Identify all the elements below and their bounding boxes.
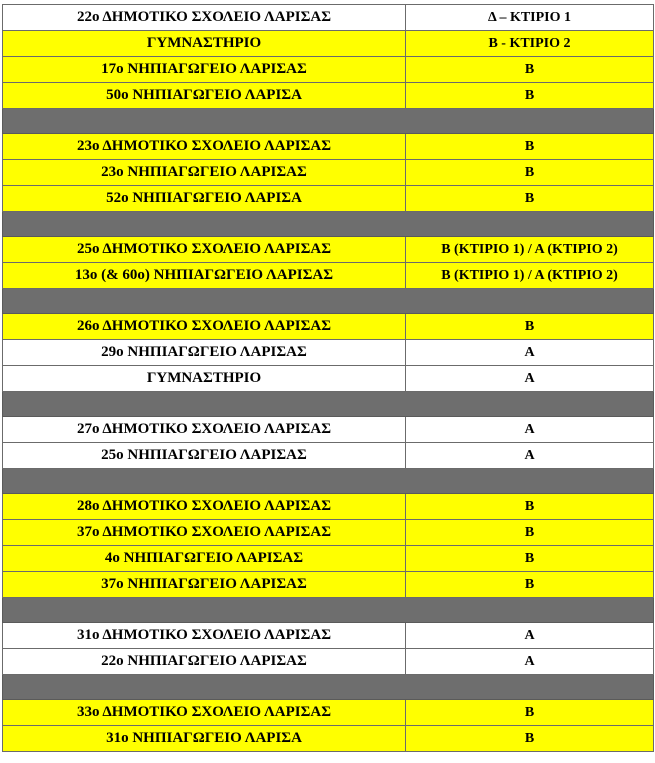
school-name-cell: 22ο ΝΗΠΙΑΓΩΓΕΙΟ ΛΑΡΙΣΑΣ — [3, 649, 406, 675]
school-name-cell: 27ο ΔΗΜΟΤΙΚΟ ΣΧΟΛΕΙΟ ΛΑΡΙΣΑΣ — [3, 417, 406, 443]
table-row — [3, 366, 654, 392]
class-cell: Α — [406, 340, 654, 366]
table-row — [3, 520, 654, 546]
table-row — [3, 5, 654, 31]
table-row — [3, 186, 654, 212]
table-row — [3, 700, 654, 726]
table-row — [3, 134, 654, 160]
table-row — [3, 31, 654, 57]
table-row — [3, 546, 654, 572]
class-cell: Β — [406, 520, 654, 546]
school-name-cell: 31ο ΔΗΜΟΤΙΚΟ ΣΧΟΛΕΙΟ ΛΑΡΙΣΑΣ — [3, 623, 406, 649]
table-row — [3, 340, 654, 366]
class-cell: Β — [406, 700, 654, 726]
table-row — [3, 160, 654, 186]
separator-row — [3, 469, 654, 494]
class-cell: Β — [406, 572, 654, 598]
separator-row — [3, 392, 654, 417]
school-name-cell: ΓΥΜΝΑΣΤΗΡΙΟ — [3, 31, 406, 57]
table-row — [3, 263, 654, 289]
school-name-cell: 50ο ΝΗΠΙΑΓΩΓΕΙΟ ΛΑΡΙΣΑ — [3, 83, 406, 109]
table-row — [3, 57, 654, 83]
separator-row — [3, 598, 654, 623]
class-cell: Α — [406, 443, 654, 469]
table-row — [3, 443, 654, 469]
class-cell: Β — [406, 726, 654, 752]
school-name-cell: 52ο ΝΗΠΙΑΓΩΓΕΙΟ ΛΑΡΙΣΑ — [3, 186, 406, 212]
class-cell: Β - ΚΤΙΡΙΟ 2 — [406, 31, 654, 57]
class-cell: Α — [406, 366, 654, 392]
school-name-cell: 31ο ΝΗΠΙΑΓΩΓΕΙΟ ΛΑΡΙΣΑ — [3, 726, 406, 752]
school-name-cell: 33ο ΔΗΜΟΤΙΚΟ ΣΧΟΛΕΙΟ ΛΑΡΙΣΑΣ — [3, 700, 406, 726]
table-row — [3, 494, 654, 520]
separator-bar — [3, 598, 654, 623]
table-row — [3, 623, 654, 649]
school-name-cell: 17ο ΝΗΠΙΑΓΩΓΕΙΟ ΛΑΡΙΣΑΣ — [3, 57, 406, 83]
class-cell: Α — [406, 417, 654, 443]
school-name-cell: 23ο ΔΗΜΟΤΙΚΟ ΣΧΟΛΕΙΟ ΛΑΡΙΣΑΣ — [3, 134, 406, 160]
table-row — [3, 83, 654, 109]
class-cell: Β — [406, 160, 654, 186]
class-cell: Α — [406, 649, 654, 675]
class-cell: Β — [406, 314, 654, 340]
class-cell: Β — [406, 134, 654, 160]
school-name-cell: 26ο ΔΗΜΟΤΙΚΟ ΣΧΟΛΕΙΟ ΛΑΡΙΣΑΣ — [3, 314, 406, 340]
table-row — [3, 649, 654, 675]
school-name-cell: 23ο ΝΗΠΙΑΓΩΓΕΙΟ ΛΑΡΙΣΑΣ — [3, 160, 406, 186]
table-body — [3, 5, 654, 752]
school-name-cell: 25ο ΝΗΠΙΑΓΩΓΕΙΟ ΛΑΡΙΣΑΣ — [3, 443, 406, 469]
separator-bar — [3, 212, 654, 237]
table-row — [3, 572, 654, 598]
separator-row — [3, 212, 654, 237]
class-cell: Β (ΚΤΙΡΙΟ 1) / Α (ΚΤΙΡΙΟ 2) — [406, 237, 654, 263]
school-name-cell: 28ο ΔΗΜΟΤΙΚΟ ΣΧΟΛΕΙΟ ΛΑΡΙΣΑΣ — [3, 494, 406, 520]
table-row — [3, 237, 654, 263]
separator-bar — [3, 392, 654, 417]
separator-bar — [3, 469, 654, 494]
table-row — [3, 726, 654, 752]
school-name-cell: 37ο ΔΗΜΟΤΙΚΟ ΣΧΟΛΕΙΟ ΛΑΡΙΣΑΣ — [3, 520, 406, 546]
school-name-cell: 13ο (& 60ο) ΝΗΠΙΑΓΩΓΕΙΟ ΛΑΡΙΣΑΣ — [3, 263, 406, 289]
table-row — [3, 417, 654, 443]
class-cell: Β (ΚΤΙΡΙΟ 1) / Α (ΚΤΙΡΙΟ 2) — [406, 263, 654, 289]
class-cell: Β — [406, 494, 654, 520]
school-name-cell: ΓΥΜΝΑΣΤΗΡΙΟ — [3, 366, 406, 392]
class-cell: Α — [406, 623, 654, 649]
school-name-cell: 22ο ΔΗΜΟΤΙΚΟ ΣΧΟΛΕΙΟ ΛΑΡΙΣΑΣ — [3, 5, 406, 31]
class-cell: Β — [406, 546, 654, 572]
separator-bar — [3, 289, 654, 314]
school-name-cell: 37ο ΝΗΠΙΑΓΩΓΕΙΟ ΛΑΡΙΣΑΣ — [3, 572, 406, 598]
class-cell: Β — [406, 83, 654, 109]
separator-bar — [3, 109, 654, 134]
school-name-cell: 4ο ΝΗΠΙΑΓΩΓΕΙΟ ΛΑΡΙΣΑΣ — [3, 546, 406, 572]
school-classification-table — [2, 4, 654, 752]
separator-row — [3, 675, 654, 700]
class-cell: Β — [406, 186, 654, 212]
class-cell: Β — [406, 57, 654, 83]
table-row — [3, 314, 654, 340]
separator-row — [3, 289, 654, 314]
separator-bar — [3, 675, 654, 700]
school-name-cell: 25ο ΔΗΜΟΤΙΚΟ ΣΧΟΛΕΙΟ ΛΑΡΙΣΑΣ — [3, 237, 406, 263]
separator-row — [3, 109, 654, 134]
class-cell: Δ – ΚΤΙΡΙΟ 1 — [406, 5, 654, 31]
school-name-cell: 29ο ΝΗΠΙΑΓΩΓΕΙΟ ΛΑΡΙΣΑΣ — [3, 340, 406, 366]
